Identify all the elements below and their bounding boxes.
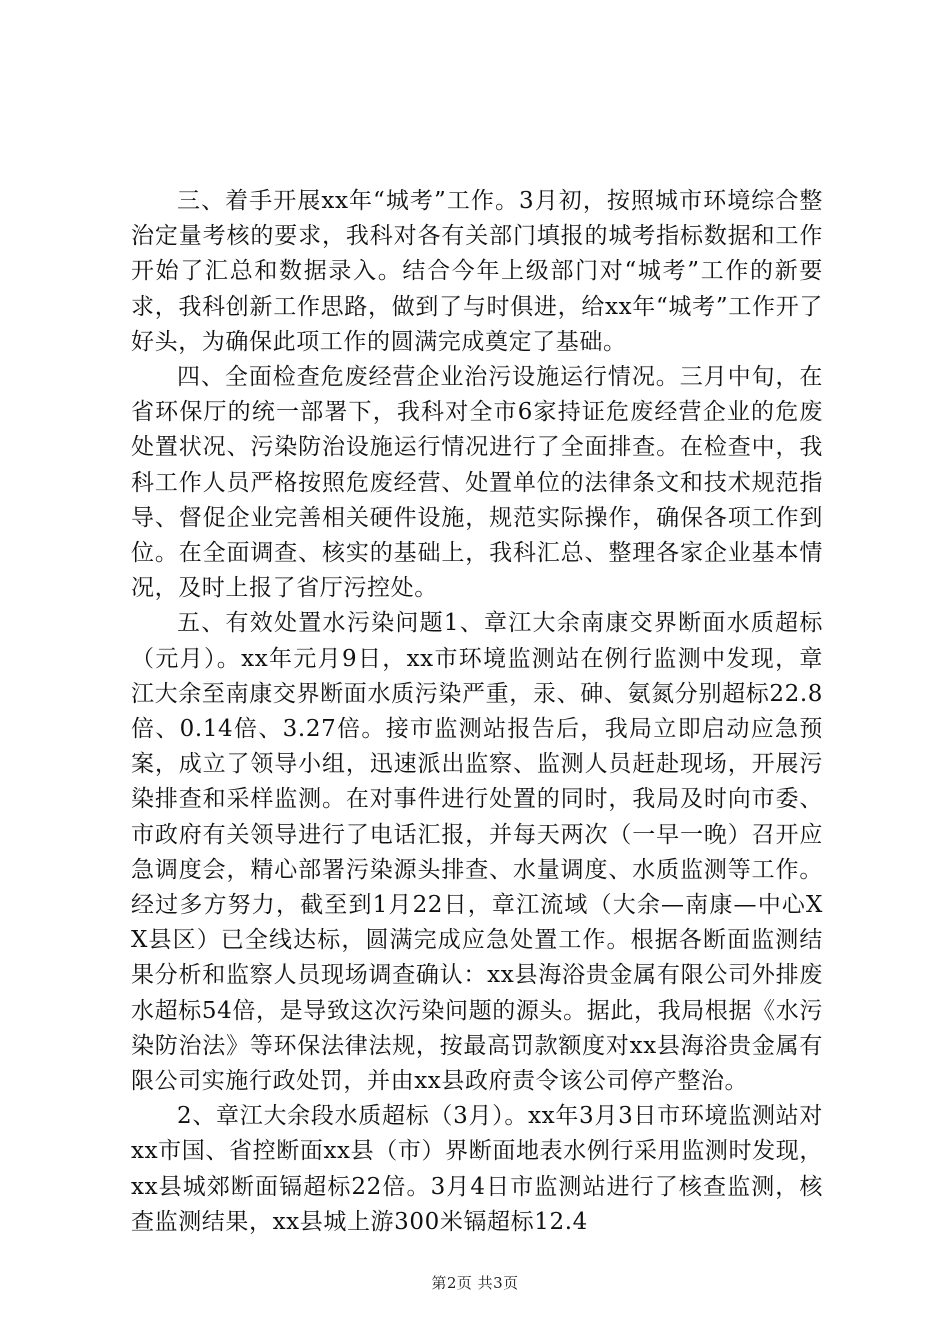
- paragraph-dayu-section-exceedance: 2、章江大余段水质超标（3月）。xx年3月3日市环境监测站对xx市国、省控断面xx县（市）界断面地表水例行采用监测时发现，xx县城郊断面镉超标22倍。3月4日市监测站进行了核查监测，核查监测结果，xx县城上游300米镉超标12.4: [131, 1103, 823, 1235]
- page-number-footer: 第2页 共3页: [431, 1274, 519, 1292]
- document-body: [131, 184, 823, 1240]
- paragraph-hazardous-waste-inspection: 四、全面检查危废经营企业治污设施运行情况。三月中旬，在省环保厅的统一部署下，我科对全市6家持证危废经营企业的危废处置状况、污染防治设施运行情况进行了全面排查。在检查中，我科工作人员严格按照危废经营、处置单位的法律条文和技术规范指导、督促企业完善相关硬件设施，规范实际操作，确保各项工作到位。在全面调查、核实的基础上，我科汇总、整理各家企业基本情况，及时上报了省厅污控处。: [131, 364, 823, 602]
- paragraph-urban-assessment: 三、着手开展xx年“城考”工作。3月初，按照城市环境综合整治定量考核的要求，我科对各有关部门填报的城考指标数据和工作开始了汇总和数据录入。结合今年上级部门对“城考”工作的新要求，我科创新工作思路，做到了与时俱进，给xx年“城考”工作开了好头，为确保此项工作的圆满完成奠定了基础。: [131, 188, 823, 355]
- paragraph-water-pollution-handling: 五、有效处置水污染问题1、章江大余南康交界断面水质超标（元月）。xx年元月9日，xx市环境监测站在例行监测中发现，章江大余至南康交界断面水质污染严重，汞、砷、氨氮分别超标22.8倍、0.14倍、3.27倍。接市监测站报告后，我局立即启动应急预案，成立了领导小组，迅速派出监察、监测人员赶赴现场，开展污染排查和采样监测。在对事件进行处置的同时，我局及时向市委、市政府有关领导进行了电话汇报，并每天两次（一早一晚）召开应急调度会，精心部署污染源头排查、水量调度、水质监测等工作。经过多方努力，截至到1月22日，章江流域（大余—南康—中心XX县区）已全线达标，圆满完成应急处置工作。根据各断面监测结果分析和监察人员现场调查确认：xx县海浴贵金属有限公司外排废水超标54倍，是导致这次污染问题的源头。据此，我局根据《水污染防治法》等环保法律法规，按最高罚款额度对xx县海浴贵金属有限公司实施行政处罚，并由xx县政府责令该公司停产整治。: [131, 610, 823, 1095]
